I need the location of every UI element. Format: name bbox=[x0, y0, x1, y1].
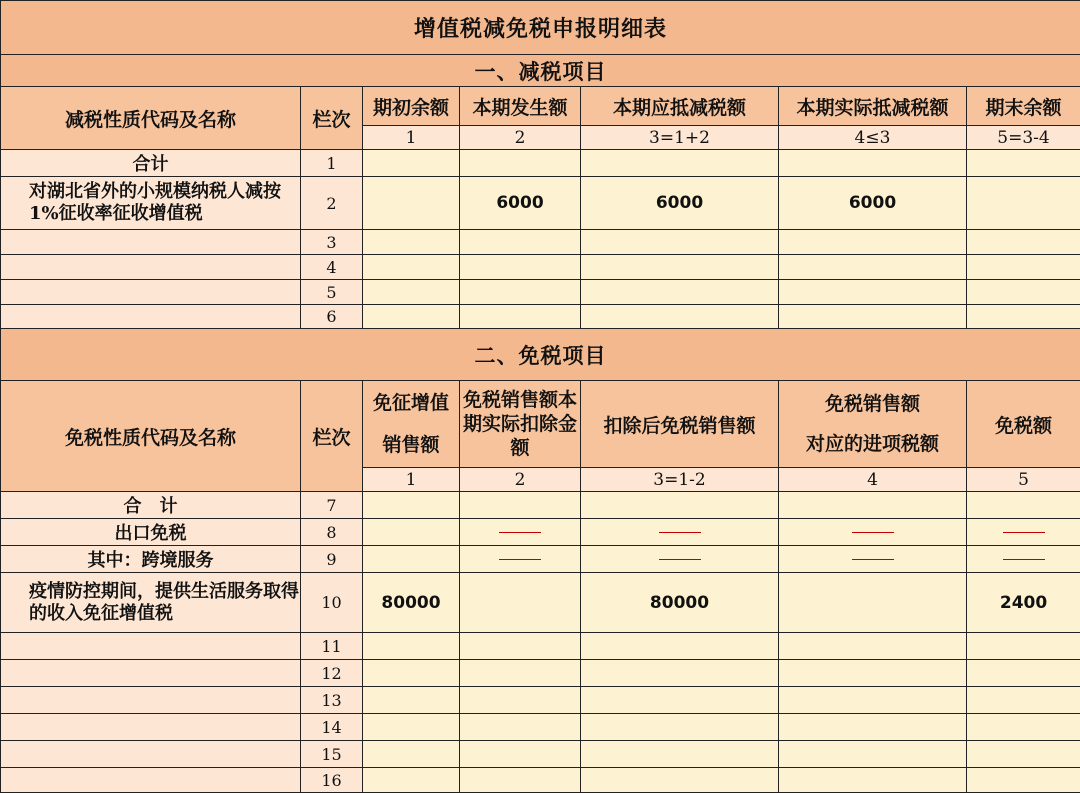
row-line-number: 8 bbox=[301, 519, 363, 546]
row-label bbox=[1, 687, 301, 714]
na-dash bbox=[852, 532, 894, 533]
header-exempt-sales-line2: 销售额 bbox=[382, 434, 440, 456]
data-cell[interactable]: 80000 bbox=[363, 573, 460, 633]
row-label-total: 合计 bbox=[1, 150, 301, 177]
na-cell bbox=[581, 519, 779, 546]
data-cell[interactable] bbox=[779, 687, 967, 714]
data-cell[interactable] bbox=[581, 660, 779, 687]
na-cell bbox=[460, 546, 581, 573]
header-exempt-tax: 免税额 bbox=[967, 381, 1080, 468]
data-cell[interactable] bbox=[779, 305, 967, 329]
row-line-number: 4 bbox=[301, 255, 363, 280]
header-closing-balance: 期末余额 bbox=[967, 87, 1080, 126]
table-row bbox=[1, 687, 1080, 714]
header-line-number: 栏次 bbox=[301, 87, 363, 150]
row-label bbox=[1, 255, 301, 280]
col-index: 1 bbox=[363, 126, 460, 150]
na-dash bbox=[499, 532, 541, 533]
row-line-number: 14 bbox=[301, 714, 363, 741]
row-label bbox=[1, 741, 301, 768]
data-cell[interactable] bbox=[779, 230, 967, 255]
data-cell[interactable] bbox=[967, 633, 1080, 660]
data-cell[interactable] bbox=[460, 633, 581, 660]
data-cell[interactable]: 6000 bbox=[779, 177, 967, 230]
data-cell[interactable] bbox=[460, 741, 581, 768]
table-row bbox=[1, 660, 1080, 687]
row-label bbox=[1, 660, 301, 687]
data-cell[interactable] bbox=[967, 741, 1080, 768]
row-line-number: 15 bbox=[301, 741, 363, 768]
na-dash bbox=[852, 559, 894, 560]
table-row bbox=[1, 741, 1080, 768]
data-cell[interactable] bbox=[967, 768, 1080, 793]
data-cell[interactable] bbox=[779, 573, 967, 633]
data-cell[interactable] bbox=[363, 768, 460, 793]
header-exempt-sales-line1: 免征增值 bbox=[372, 392, 449, 414]
row-label-total: 合 计 bbox=[1, 492, 301, 519]
row-label bbox=[1, 230, 301, 255]
row-line-number: 6 bbox=[301, 305, 363, 329]
data-cell[interactable] bbox=[363, 687, 460, 714]
data-cell[interactable] bbox=[460, 660, 581, 687]
row-label bbox=[1, 768, 301, 793]
data-cell[interactable] bbox=[363, 633, 460, 660]
table-row bbox=[1, 177, 1080, 230]
section-title-tax-reduction: 一、减税项目 bbox=[1, 55, 1080, 87]
header-exempt-input-tax-line2: 对应的进项税额 bbox=[805, 433, 939, 455]
col-index: 2 bbox=[460, 468, 581, 492]
data-cell[interactable] bbox=[967, 255, 1080, 280]
data-cell[interactable] bbox=[967, 280, 1080, 305]
data-cell[interactable] bbox=[460, 714, 581, 741]
data-cell[interactable]: 6000 bbox=[460, 177, 581, 230]
data-cell[interactable] bbox=[581, 714, 779, 741]
data-cell[interactable]: 2400 bbox=[967, 573, 1080, 633]
data-cell[interactable] bbox=[779, 768, 967, 793]
col-index: 5 bbox=[967, 468, 1080, 492]
na-cell bbox=[581, 546, 779, 573]
row-label-export-exempt: 出口免税 bbox=[1, 519, 301, 546]
data-cell[interactable] bbox=[363, 150, 460, 177]
row-label-epidemic-exemption: 疫情防控期间，提供生活服务取得的收入免征增值税 bbox=[1, 573, 301, 633]
row-label bbox=[1, 714, 301, 741]
col-index: 2 bbox=[460, 126, 581, 150]
na-cell bbox=[779, 519, 967, 546]
header-exempt-sales bbox=[363, 381, 460, 468]
data-cell[interactable] bbox=[460, 573, 581, 633]
header-actual-deduction: 本期实际抵减税额 bbox=[779, 87, 967, 126]
row-label-cross-border: 其中：跨境服务 bbox=[1, 546, 301, 573]
table-row bbox=[1, 633, 1080, 660]
data-cell[interactable] bbox=[363, 305, 460, 329]
col-index: 4≤3 bbox=[779, 126, 967, 150]
table-row bbox=[1, 150, 1080, 177]
row-line-number: 2 bbox=[301, 177, 363, 230]
table-row bbox=[1, 255, 1080, 280]
data-cell[interactable] bbox=[460, 305, 581, 329]
col-index: 3=1-2 bbox=[581, 468, 779, 492]
data-cell[interactable] bbox=[967, 305, 1080, 329]
col-index: 5=3-4 bbox=[967, 126, 1080, 150]
row-line-number: 12 bbox=[301, 660, 363, 687]
data-cell[interactable] bbox=[581, 741, 779, 768]
table-row bbox=[1, 768, 1080, 793]
data-cell[interactable] bbox=[460, 768, 581, 793]
header-opening-balance: 期初余额 bbox=[363, 87, 460, 126]
row-line-number: 10 bbox=[301, 573, 363, 633]
data-cell[interactable] bbox=[363, 177, 460, 230]
data-cell[interactable]: 80000 bbox=[581, 573, 779, 633]
page-title: 增值税减免税申报明细表 bbox=[1, 1, 1080, 55]
header-exempt-input-tax-line1: 免税销售额 bbox=[824, 393, 920, 415]
row-label bbox=[1, 305, 301, 329]
na-dash bbox=[659, 532, 701, 533]
data-cell[interactable] bbox=[581, 150, 779, 177]
data-cell[interactable] bbox=[460, 150, 581, 177]
na-cell bbox=[460, 519, 581, 546]
data-cell[interactable] bbox=[460, 687, 581, 714]
header-exempt-deduction: 免税销售额本期实际扣除金额 bbox=[460, 381, 581, 468]
header-reduction-name: 减税性质代码及名称 bbox=[1, 87, 301, 150]
row-label bbox=[1, 280, 301, 305]
data-cell[interactable] bbox=[779, 280, 967, 305]
data-cell[interactable] bbox=[581, 633, 779, 660]
col-index: 1 bbox=[363, 468, 460, 492]
data-cell[interactable] bbox=[363, 660, 460, 687]
header-exempt-input-tax bbox=[779, 381, 967, 468]
data-cell[interactable] bbox=[967, 660, 1080, 687]
row-line-number: 7 bbox=[301, 492, 363, 519]
data-cell[interactable] bbox=[581, 255, 779, 280]
row-line-number: 16 bbox=[301, 768, 363, 793]
row-line-number: 3 bbox=[301, 230, 363, 255]
data-cell[interactable] bbox=[581, 492, 779, 519]
na-dash bbox=[1003, 559, 1045, 560]
table-row bbox=[1, 714, 1080, 741]
row-line-number: 11 bbox=[301, 633, 363, 660]
data-cell[interactable] bbox=[581, 687, 779, 714]
na-dash bbox=[659, 559, 701, 560]
data-cell[interactable] bbox=[779, 150, 967, 177]
row-line-number: 1 bbox=[301, 150, 363, 177]
data-cell[interactable] bbox=[460, 280, 581, 305]
data-cell[interactable]: 6000 bbox=[581, 177, 779, 230]
data-cell[interactable] bbox=[363, 280, 460, 305]
header-deductible-tax: 本期应抵减税额 bbox=[581, 87, 779, 126]
data-cell[interactable] bbox=[363, 255, 460, 280]
header-net-exempt-sales: 扣除后免税销售额 bbox=[581, 381, 779, 468]
header-exemption-name: 免税性质代码及名称 bbox=[1, 381, 301, 492]
data-cell[interactable] bbox=[581, 230, 779, 255]
na-dash bbox=[1003, 532, 1045, 533]
row-line-number: 9 bbox=[301, 546, 363, 573]
table-row bbox=[1, 280, 1080, 305]
na-dash bbox=[499, 559, 541, 560]
data-cell[interactable] bbox=[779, 492, 967, 519]
data-cell[interactable] bbox=[581, 768, 779, 793]
na-cell bbox=[967, 546, 1080, 573]
data-cell[interactable] bbox=[779, 714, 967, 741]
data-cell[interactable] bbox=[363, 519, 460, 546]
data-cell[interactable] bbox=[779, 741, 967, 768]
data-cell[interactable] bbox=[967, 177, 1080, 230]
data-cell[interactable] bbox=[460, 492, 581, 519]
table-row bbox=[1, 519, 1080, 546]
data-cell[interactable] bbox=[460, 230, 581, 255]
data-cell[interactable] bbox=[363, 546, 460, 573]
data-cell[interactable] bbox=[363, 714, 460, 741]
data-cell[interactable] bbox=[363, 741, 460, 768]
table-row bbox=[1, 492, 1080, 519]
table-row bbox=[1, 573, 1080, 633]
header-line-number: 栏次 bbox=[301, 381, 363, 492]
data-cell[interactable] bbox=[967, 230, 1080, 255]
col-index: 3=1+2 bbox=[581, 126, 779, 150]
na-cell bbox=[779, 546, 967, 573]
data-cell[interactable] bbox=[363, 492, 460, 519]
data-cell[interactable] bbox=[967, 492, 1080, 519]
row-label-hubei-relief: 对湖北省外的小规模纳税人减按1%征收率征收增值税 bbox=[1, 177, 301, 230]
data-cell[interactable] bbox=[967, 714, 1080, 741]
data-cell[interactable] bbox=[581, 305, 779, 329]
row-line-number: 5 bbox=[301, 280, 363, 305]
header-current-amount: 本期发生额 bbox=[460, 87, 581, 126]
table-row bbox=[1, 230, 1080, 255]
data-cell[interactable] bbox=[967, 150, 1080, 177]
data-cell[interactable] bbox=[460, 255, 581, 280]
data-cell[interactable] bbox=[779, 660, 967, 687]
col-index: 4 bbox=[779, 468, 967, 492]
row-line-number: 13 bbox=[301, 687, 363, 714]
table-row bbox=[1, 546, 1080, 573]
data-cell[interactable] bbox=[779, 633, 967, 660]
na-cell bbox=[967, 519, 1080, 546]
data-cell[interactable] bbox=[581, 280, 779, 305]
section-title-tax-exemption: 二、免税项目 bbox=[1, 329, 1080, 381]
table-row bbox=[1, 305, 1080, 329]
data-cell[interactable] bbox=[967, 687, 1080, 714]
row-label bbox=[1, 633, 301, 660]
data-cell[interactable] bbox=[779, 255, 967, 280]
data-cell[interactable] bbox=[363, 230, 460, 255]
